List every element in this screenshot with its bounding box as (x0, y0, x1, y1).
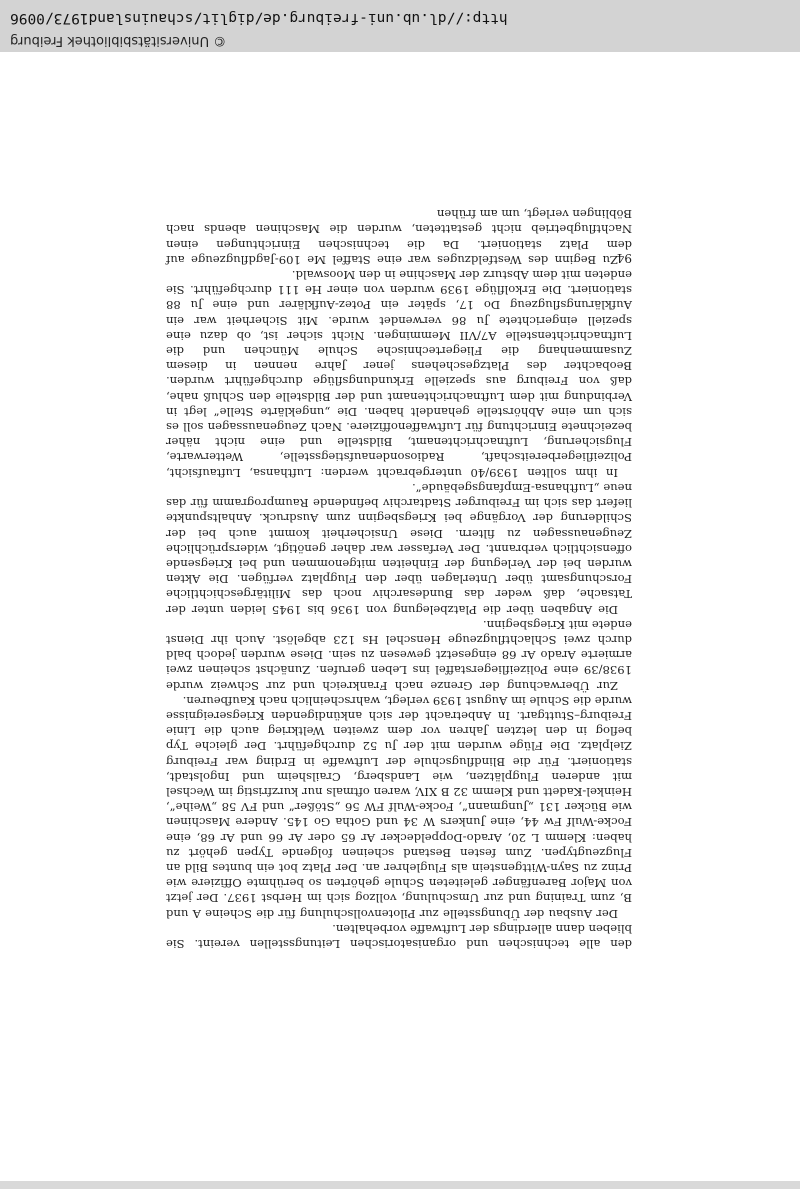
paragraph: Der Ausbau der Übungsstelle zur Pilotenvollschulung für die Scheine A und B, zum Training und zur Umschulung, vollzog sich im Herbst 1937. Der jetzt von Major Barenfänger geleiteten Schule gehörten so berühmte Offiziere wie Prinz zu Sayn-Wittgenstein als Fluglehrer an. Der Platz bot ein buntes Bild an Flugzeugtypen. Zum festen Bestand scheinen folgende Typen gehört zu haben: Klemm L 20, Arado-Doppeldecker Ar 65 oder Ar 66 und Ar 68, eine Focke-Wulf Fw 44, eine Junkers W 34 und Gotha Go 145. Andere Maschinen wie Bücker 131 „Jungmann“, Focke-Wulf FW 56 „Stößer“ und FV 58 „Weihe“, Heinkel-Kadett und Klemm 32 B XIV, waren oftmals nur kurzfristig im Wechsel mit anderen Flugplätzen, wie Landsberg, Crailsheim und Ingolstadt, stationiert. Für die Blindflugschule der Luftwaffe in Erding war Freiburg Zielplatz. Die Flüge wurden mit der Ju 52 durchgeführt. Der gleiche Typ beflog in den letzten Jahren vor dem zweiten Weltkrieg auch die Linie Freiburg–Stuttgart. In Anbetracht der sich ankündigenden Kriegsereignisse wurde die Schule im August 1939 verlegt, wahrscheinlich nach Kaufbeuren. (166, 693, 632, 921)
paragraph: Zu Beginn des Westfeldzuges war eine Staffel Me 109-Jagdflugzeuge auf dem Platz stationiert. Da die technischen Einrichtungen einen Nachtflugbetrieb nicht gestatteten, wurden die Maschinen abends nach Böblingen verlegt, um am frühen (166, 207, 632, 267)
body-text (166, 206, 632, 951)
library-credit: © Universitätsbibliothek Freiburg (10, 33, 227, 48)
paragraph: Die Angaben über die Platzbelegung von 1936 bis 1945 leiden unter der Tatsache, daß weder das Bundesarchiv noch das Militärgeschichtliche Forschungsamt über Unterlagen über den Flugplatz verfügen. Die Akten wurden bei der Verlegung der Einheiten mitgenommen und bei Kriegsende offensichtlich verbrannt. Der Verfasser war daher genötigt, widersprüchliche Zeugenaussagen zu filtern. Diese Unsicherheit kommt auch bei der Schilderung der Vorgänge bei Kriegsbeginn zum Ausdruck. Anhaltspunkte liefert das sich im Freiburger Stadtarchiv befindende Raumprogramm für das neue „Lufthansa-Empfangsgebäude“. (166, 480, 632, 617)
paragraph: In ihm sollten 1939/40 untergebracht werden: Lufthansa, Luftaufsicht, Polizeifliegerbereitschaft, Radiosondenaufstiegsstelle, Wetterwarte, Flugsicherung, Luftnachrichtenamt, Bildstelle und eine nicht näher bezeichnete Einrichtung für Luftwaffenoffiziere. Nach Zeugenaussagen soll es sich um eine Abhörstelle gehandelt haben. Die „ungeklärte Stelle“ legt in Verbindung mit dem Luftnachrichtenamt und der Bildstelle den Schluß nahe, daß von Freiburg aus spezielle Erkundungsflüge durchgeführt wurden. Beobachter des Platzgeschehens jener Jahre nennen in diesem Zusammenhang die Fliegertechnische Schule München und die Luftnachrichtenstelle A7/VII Memmingen. Nicht sicher ist, ob dazu eine speziell eingerichtete Ju 86 verwendet wurde. Mit Sicherheit war ein Aufklärungsflugzeug Do 17, später ein Potez-Aufklärer und eine Ju 88 stationiert. Die Erkolflüge 1939 wurden von einer He 111 durchgeführt. Sie endeten mit dem Absturz der Maschine in den Mooswald. (166, 268, 632, 480)
paragraph: Zur Überwachung der Grenze nach Frankreich und zur Schweiz wurde 1938/39 eine Polizeifliegerstaffel ins Leben gerufen. Zunächst scheinen zwei armierte Arado Ar 68 eingesetzt gewesen zu sein. Diese wurden jedoch bald durch zwei Schlachtflugzeuge Henschel Hs 123 abgelöst. Auch ihr Dienst endete mit Kriegsbeginn. (166, 617, 632, 693)
page-number: 94 (616, 251, 632, 265)
document-url[interactable]: http://dl.ub.uni-freiburg.de/diglit/schauinsland1973/0096 (10, 10, 508, 26)
paragraph: den alle technischen und organisatorischen Leitungsstellen vereint. Sie blieben dann allerdings der Luftwaffe vorbehalten. (166, 921, 632, 951)
footer-bar (0, 0, 800, 52)
